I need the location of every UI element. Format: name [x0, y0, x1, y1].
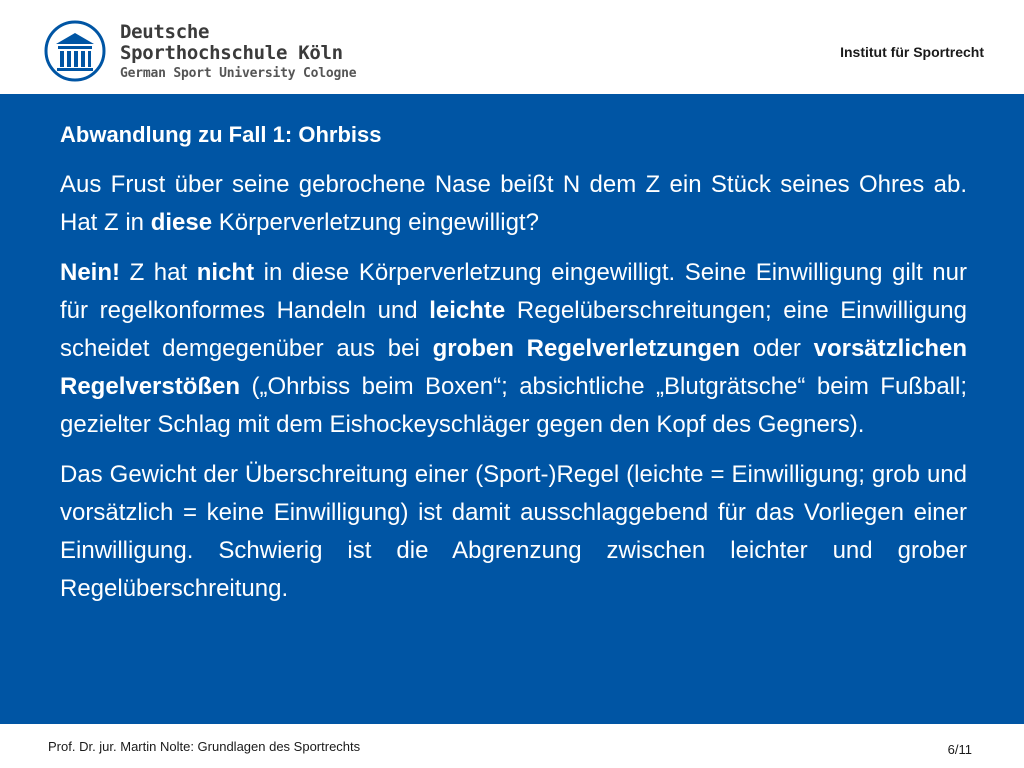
- p2-text-1: Z hat: [120, 259, 197, 286]
- p1-bold-diese: diese: [150, 209, 213, 236]
- p2-bold-nicht: nicht: [196, 259, 255, 286]
- p2-bold-groben: groben Regelverletzungen: [432, 335, 741, 362]
- p2-bold-nein: Nein!: [60, 259, 120, 286]
- p2-text-5: („Ohrbiss beim Boxen“; absichtliche „Blutgrätsche“ beim Fußball; gezielter Schlag mit dem Eishockeyschläger gegen den Kopf des Gegners).: [60, 373, 967, 438]
- paragraph-answer: [60, 254, 967, 444]
- p1-text-2: Körperverletzung eingewilligt?: [212, 209, 539, 236]
- university-logo-text: [120, 22, 356, 84]
- institute-name: Institut für Sportrecht: [840, 44, 984, 60]
- slide-title: Abwandlung zu Fall 1: Ohrbiss: [60, 122, 382, 147]
- paragraph-case-question: [60, 166, 967, 242]
- logo-line-2: Sporthochschule Köln: [120, 42, 343, 64]
- slide-content-area: [0, 94, 1024, 724]
- p1-text-1: Aus Frust über seine gebrochene Nase beißt N dem Z ein Stück seines Ohres ab. Hat Z in: [60, 171, 967, 236]
- slide-body: [60, 120, 967, 620]
- p2-text-2: in diese Körperverletzung eingewilligt. Seine Einwilligung gilt nur für regelkonformes Handeln und: [60, 259, 967, 324]
- logo-line-1: Deutsche: [120, 21, 210, 43]
- p2-text-4: oder: [740, 335, 814, 362]
- page-number: 6/11: [947, 742, 972, 757]
- university-building-logo-icon: [44, 20, 106, 82]
- paragraph-conclusion: Das Gewicht der Überschreitung einer (Sport-)Regel (leichte = Einwilligung; grob und vorsätzlich = keine Einwilligung) ist damit ausschlaggebend für das Vorliegen einer Einwilligung. Schwierig ist die Abgrenzung zwischen leichter und grober Regelüberschreitung.: [60, 461, 967, 602]
- p2-text-3: Regelüberschreitungen; eine Einwilligung scheidet demgegenüber aus bei: [60, 297, 967, 362]
- logo-line-3: German Sport University Cologne: [120, 66, 357, 81]
- slide-footer: [0, 724, 1024, 768]
- p2-bold-leichte: leichte: [429, 297, 506, 324]
- slide-header: [0, 0, 1024, 94]
- p2-bold-vorsaetzlich: vorsätzlichen Regelverstößen: [60, 335, 967, 400]
- footer-author: Prof. Dr. jur. Martin Nolte: Grundlagen des Sportrechts: [48, 739, 361, 754]
